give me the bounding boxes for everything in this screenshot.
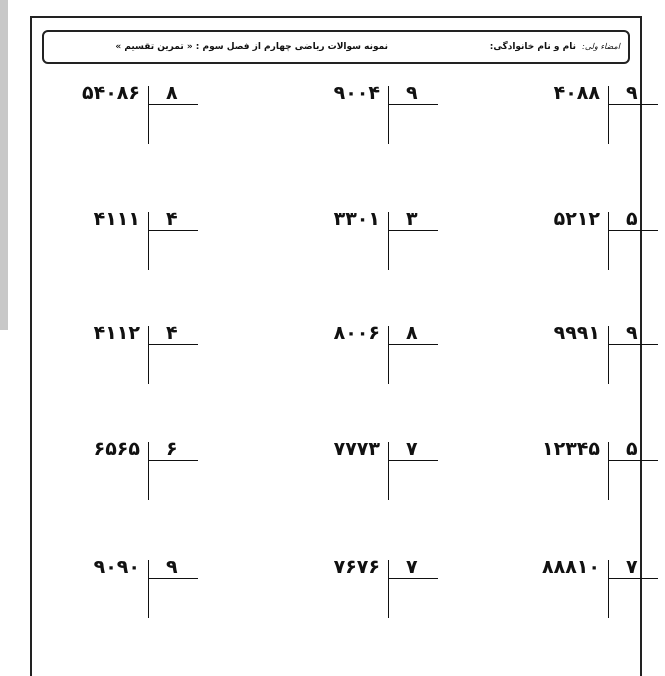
- worksheet-title: نمونه سوالات ریاضی چهارم از فصل سوم : « تمرین تقسیم »: [115, 42, 388, 52]
- divisor: ۹: [626, 82, 638, 104]
- division-problem: [272, 208, 472, 308]
- division-problem: [492, 438, 665, 538]
- division-bracket-horizontal: [148, 578, 198, 579]
- division-bracket-vertical: [148, 560, 149, 618]
- divisor: ۹: [166, 556, 178, 578]
- dividend: ۹۹۹۱: [553, 322, 600, 344]
- dividend: ۳۳۰۱: [333, 208, 380, 230]
- division-bracket-horizontal: [148, 230, 198, 231]
- division-bracket-vertical: [608, 86, 609, 144]
- divisor: ۹: [406, 82, 418, 104]
- division-bracket-horizontal: [388, 230, 438, 231]
- division-bracket-vertical: [148, 212, 149, 270]
- dividend: ۸۰۰۶: [333, 322, 380, 344]
- divisor: ۴: [166, 322, 178, 344]
- divisor: ۹: [626, 322, 638, 344]
- division-bracket-horizontal: [148, 344, 198, 345]
- division-bracket-horizontal: [608, 230, 658, 231]
- division-bracket-vertical: [388, 442, 389, 500]
- divisor: ۴: [166, 208, 178, 230]
- division-problem: [32, 208, 232, 308]
- dividend: ۴۱۱۱: [93, 208, 140, 230]
- dividend: ۴۱۱۲: [93, 322, 140, 344]
- division-bracket-vertical: [388, 212, 389, 270]
- division-problem: [32, 322, 232, 422]
- division-problem: [272, 438, 472, 538]
- division-problem: [492, 322, 665, 422]
- division-problem: [32, 82, 232, 182]
- divisor: ۷: [626, 556, 638, 578]
- division-bracket-horizontal: [388, 344, 438, 345]
- dividend: ۵۴۰۸۶: [82, 82, 140, 104]
- dividend: ۹۰۰۴: [333, 82, 380, 104]
- dividend: ۵۲۱۲: [553, 208, 600, 230]
- dividend: ۴۰۸۸: [553, 82, 600, 104]
- divisor: ۳: [406, 208, 418, 230]
- worksheet: [30, 16, 642, 676]
- division-bracket-vertical: [148, 86, 149, 144]
- division-bracket-horizontal: [388, 104, 438, 105]
- dividend: ۹۰۹۰: [93, 556, 140, 578]
- student-name-label: نام و نام خانوادگی:: [489, 42, 576, 52]
- parent-signature-label: امضاء ولی:: [582, 42, 620, 51]
- divisor: ۵: [626, 438, 638, 460]
- divisor: ۵: [626, 208, 638, 230]
- division-problem: [272, 82, 472, 182]
- dividend: ۷۷۷۳: [333, 438, 380, 460]
- division-bracket-horizontal: [388, 460, 438, 461]
- division-bracket-horizontal: [148, 460, 198, 461]
- division-problem: [492, 208, 665, 308]
- division-problem: [272, 322, 472, 422]
- division-bracket-vertical: [608, 560, 609, 618]
- division-bracket-horizontal: [148, 104, 198, 105]
- division-problem: [492, 82, 665, 182]
- division-bracket-vertical: [388, 560, 389, 618]
- dividend: ۷۶۷۶: [333, 556, 380, 578]
- division-problem: [32, 556, 232, 656]
- division-bracket-horizontal: [608, 344, 658, 345]
- division-bracket-vertical: [388, 86, 389, 144]
- division-bracket-vertical: [608, 326, 609, 384]
- divisor: ۷: [406, 438, 418, 460]
- divisor: ۷: [406, 556, 418, 578]
- division-bracket-horizontal: [388, 578, 438, 579]
- division-problem: [272, 556, 472, 656]
- divisor: ۸: [166, 82, 178, 104]
- page-edge-shadow: [0, 0, 8, 330]
- divisor: ۸: [406, 322, 418, 344]
- division-bracket-horizontal: [608, 460, 658, 461]
- division-bracket-vertical: [608, 442, 609, 500]
- division-bracket-horizontal: [608, 104, 658, 105]
- worksheet-header: [42, 30, 630, 64]
- division-bracket-horizontal: [608, 578, 658, 579]
- divisor: ۶: [166, 438, 178, 460]
- division-problem: [492, 556, 665, 656]
- dividend: ۶۵۶۵: [93, 438, 140, 460]
- dividend: ۸۸۸۱۰: [542, 556, 600, 578]
- dividend: ۱۲۳۴۵: [542, 438, 600, 460]
- division-problem: [32, 438, 232, 538]
- division-bracket-vertical: [148, 442, 149, 500]
- division-bracket-vertical: [388, 326, 389, 384]
- division-bracket-vertical: [608, 212, 609, 270]
- division-bracket-vertical: [148, 326, 149, 384]
